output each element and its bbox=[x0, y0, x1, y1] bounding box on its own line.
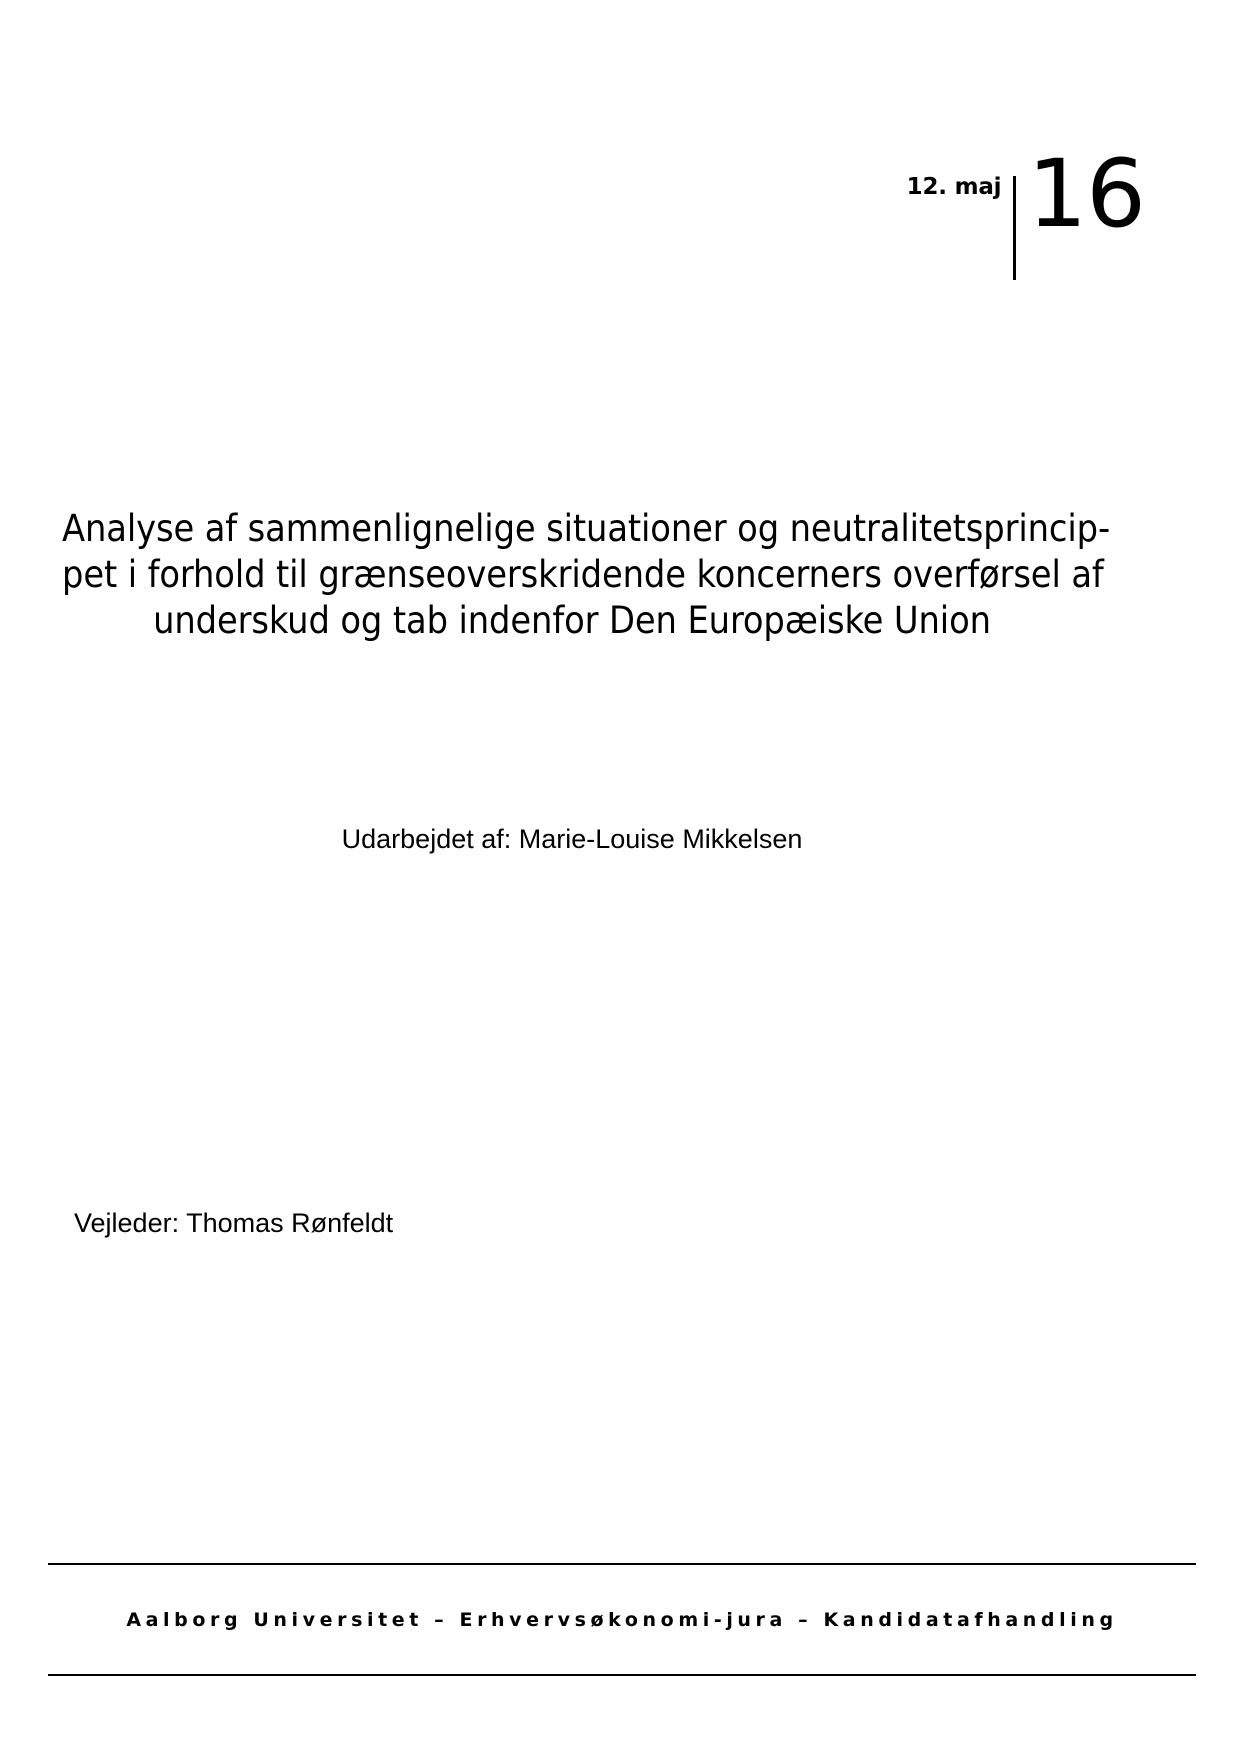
title-line-1: Analyse af sammenlignelige situationer og neutralitetsprincip- bbox=[62, 506, 1111, 550]
author-block bbox=[62, 822, 1082, 856]
header-date: 12. maj bbox=[906, 174, 1002, 200]
title-line-3: underskud og tab indenfor Den Europæiske Union bbox=[153, 598, 991, 642]
header-year: 16 bbox=[1027, 140, 1145, 249]
footer-text-row bbox=[48, 1565, 1196, 1674]
footer-text: Aalborg Universitet – Erhvervsøkonomi-jura – Kandidatafhandling bbox=[126, 1608, 1118, 1631]
footer bbox=[48, 1563, 1196, 1676]
footer-rule-bottom bbox=[48, 1674, 1196, 1676]
header bbox=[906, 140, 1145, 280]
supervisor-block bbox=[74, 1206, 393, 1240]
supervisor-line: Vejleder: Thomas Rønfeldt bbox=[74, 1208, 394, 1238]
title-line-2: pet i forhold til grænseoverskridende koncerners overførsel af bbox=[62, 552, 1104, 596]
page-title bbox=[62, 505, 1111, 643]
author-line: Udarbejdet af: Marie-Louise Mikkelsen bbox=[341, 824, 803, 854]
